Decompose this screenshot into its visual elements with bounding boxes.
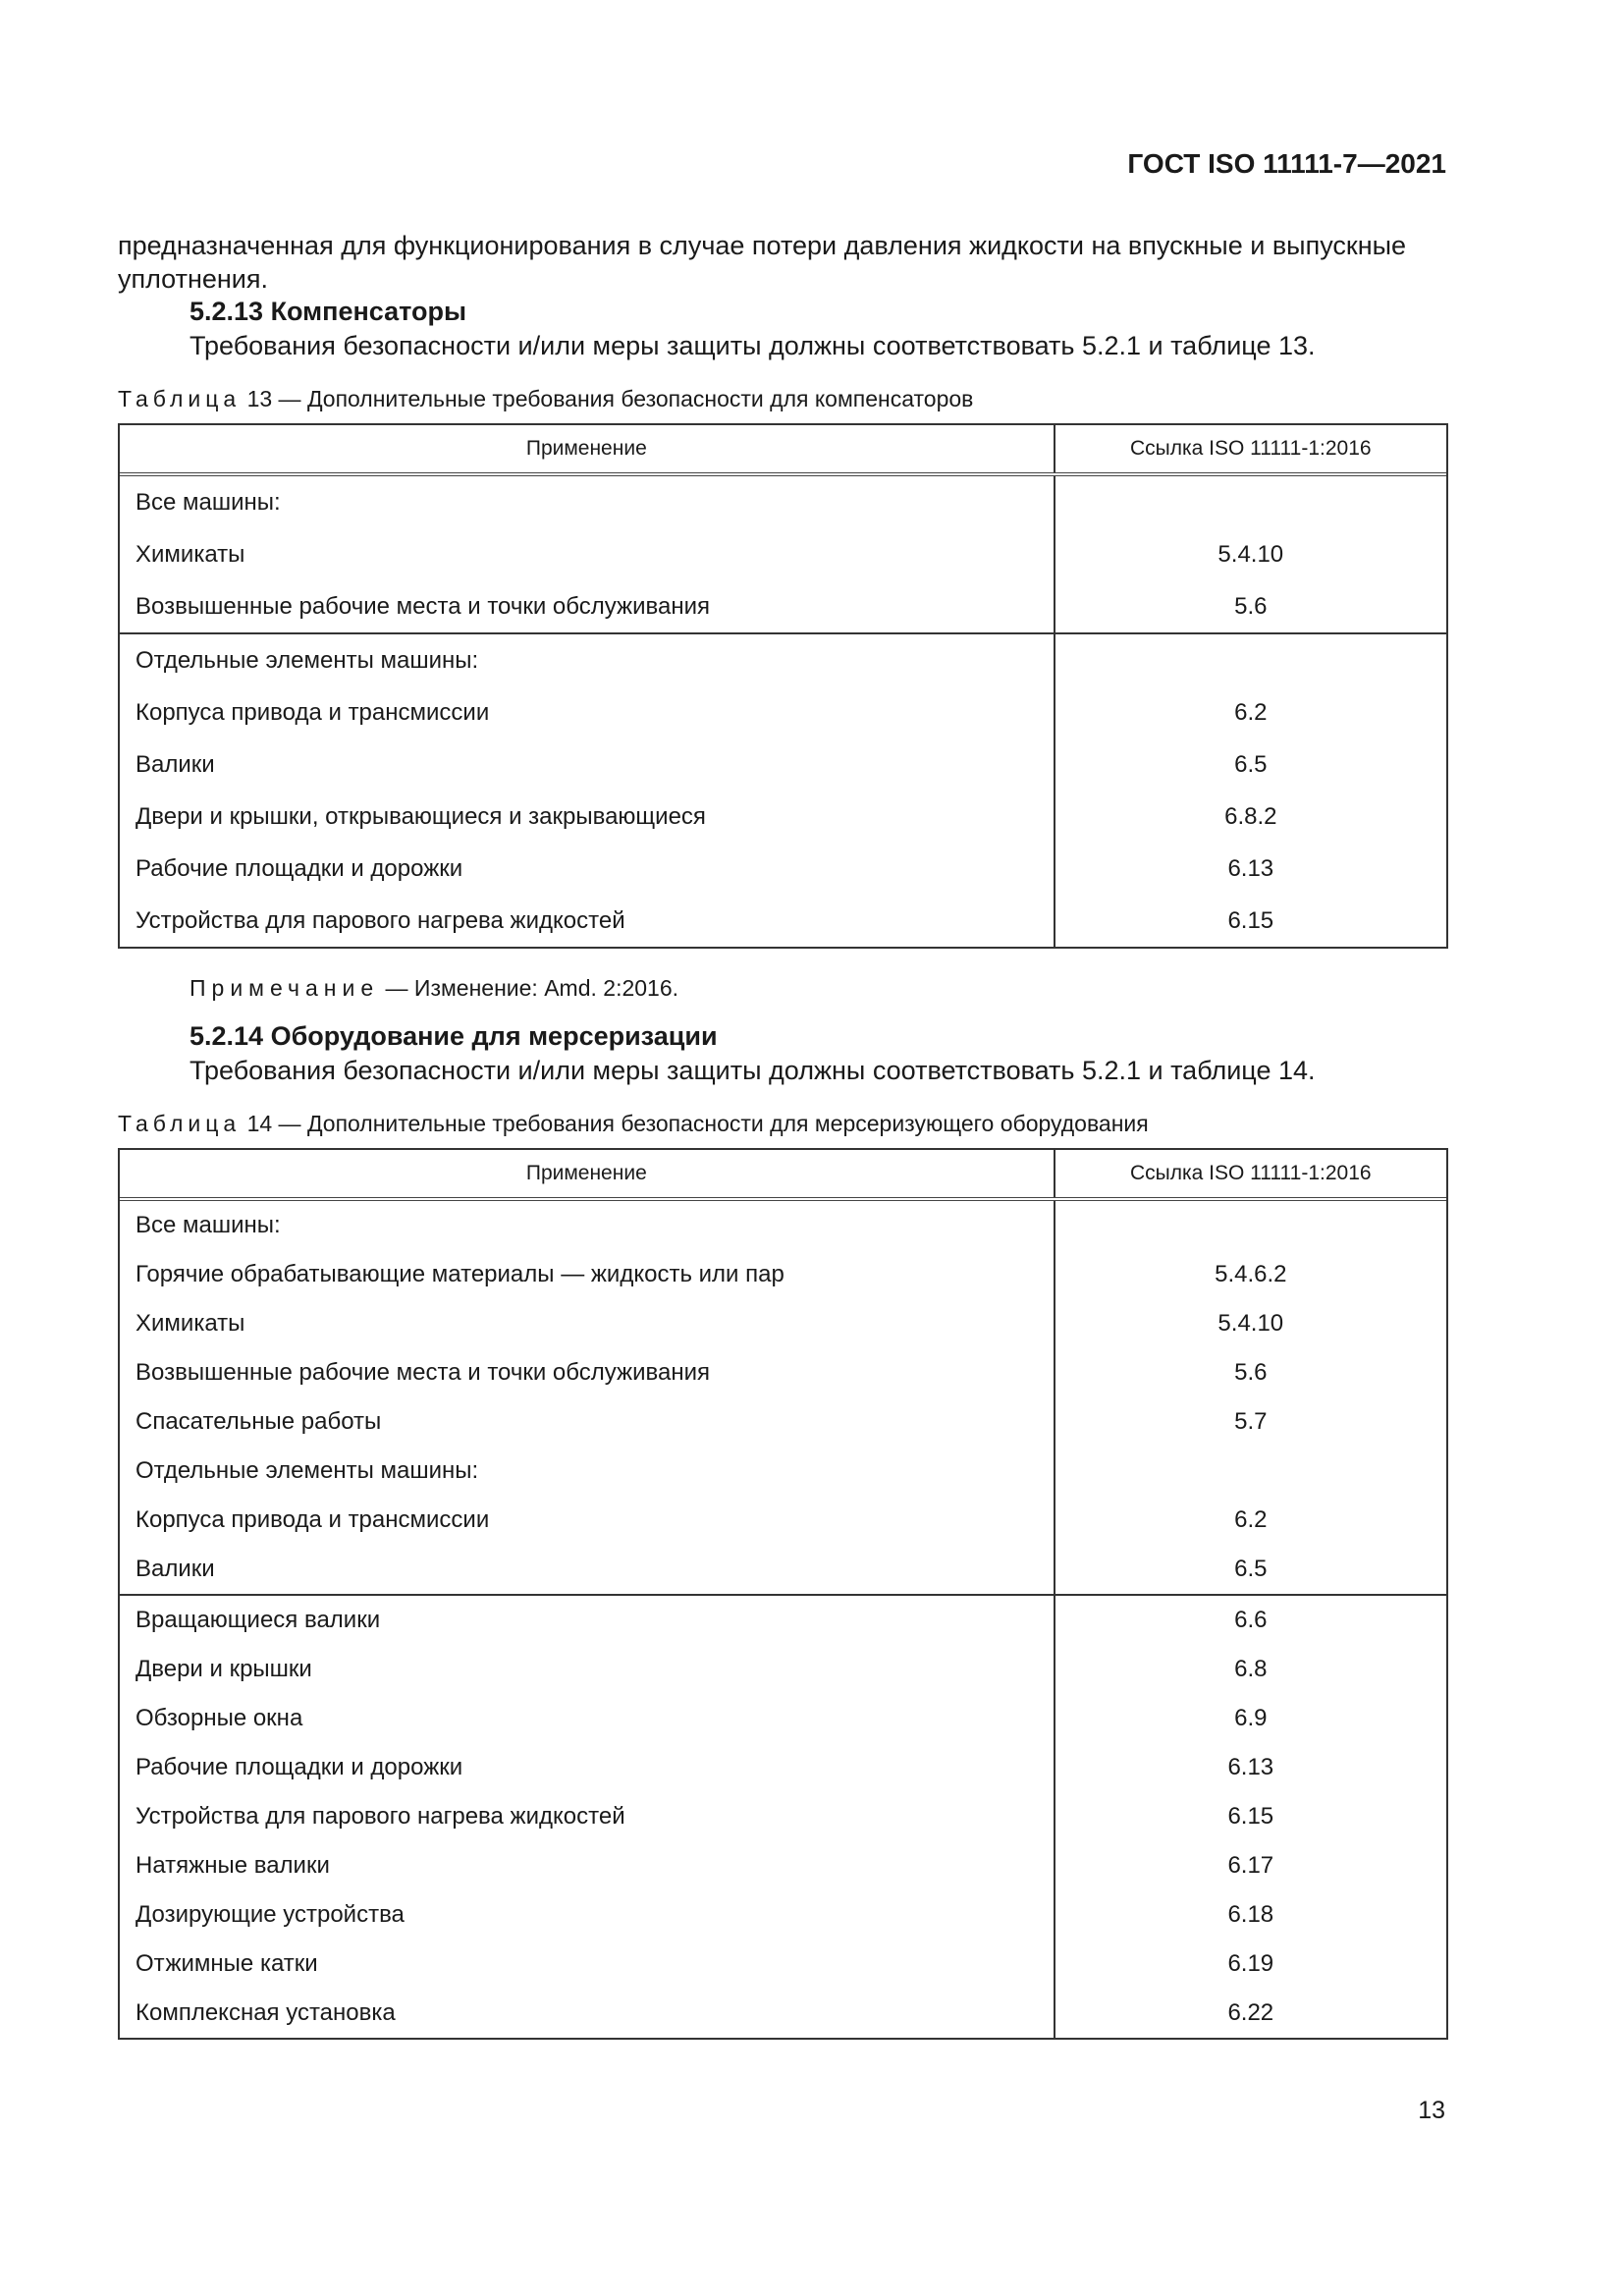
application-cell: Рабочие площадки и дорожки: [135, 1754, 463, 1780]
reference-cell: 6.13: [1227, 854, 1274, 882]
section-14-heading: 5.2.14 Оборудование для мерсеризации: [189, 1021, 718, 1051]
reference-cell: 6.8: [1234, 1656, 1268, 1682]
reference-cell: [1055, 634, 1446, 686]
application-cell: Дозирующие устройства: [135, 1901, 405, 1928]
table-13-caption: [118, 386, 973, 412]
application-cell: Отжимные катки: [135, 1950, 318, 1977]
application-column: [120, 1201, 1054, 1594]
application-cell: Возвышенные рабочие места и точки обслуживания: [135, 1359, 710, 1386]
application-cell: Химикаты: [135, 540, 245, 568]
reference-cell: [1055, 476, 1446, 528]
reference-cell: 6.6: [1234, 1607, 1268, 1633]
application-cell: Обзорные окна: [135, 1705, 303, 1731]
application-cell: Корпуса привода и трансмиссии: [135, 698, 490, 726]
section-13-heading: 5.2.13 Компенсаторы: [189, 297, 467, 326]
document-id-header: ГОСТ ISO 11111-7—2021: [1127, 148, 1446, 179]
application-column: [120, 1596, 1054, 2038]
application-column: [120, 634, 1054, 947]
row-group: [120, 476, 1446, 632]
application-cell: Устройства для парового нагрева жидкостей: [135, 1803, 625, 1830]
intro-line-1: предназначенная для функционирования в случае потери давления жидкости на впускные и выпускные: [118, 231, 1407, 260]
table-14-body: [120, 1201, 1446, 2038]
section-13-text: Требования безопасности и/или меры защиты должны соответствовать 5.2.1 и таблице 13.: [189, 331, 1316, 360]
application-cell: Вращающиеся валики: [135, 1607, 381, 1633]
reference-column: [1054, 476, 1446, 632]
reference-cell: 6.18: [1227, 1901, 1274, 1928]
table-13-header: [120, 425, 1446, 476]
application-cell: Возвышенные рабочие места и точки обслуживания: [135, 592, 710, 620]
application-column: [120, 476, 1054, 632]
reference-cell: 6.15: [1227, 1803, 1274, 1830]
page-number: 13: [1418, 2097, 1445, 2124]
application-cell: Двери и крышки: [135, 1656, 312, 1682]
reference-cell: 6.19: [1227, 1950, 1274, 1977]
reference-column: [1054, 1596, 1446, 2038]
application-cell: Комплексная установка: [135, 1999, 396, 2026]
application-cell: Химикаты: [135, 1310, 245, 1337]
table-14-caption: [118, 1111, 1149, 1137]
application-cell: Отдельные элементы машины:: [135, 1457, 479, 1484]
table-14-caption-label: Таблица: [118, 1111, 242, 1136]
reference-cell: [1055, 1201, 1446, 1250]
reference-cell: 6.22: [1227, 1999, 1274, 2026]
note-text: — Изменение: Amd. 2:2016.: [385, 975, 679, 1001]
reference-cell: 6.17: [1227, 1852, 1274, 1879]
reference-cell: [1055, 1447, 1446, 1496]
application-cell: Горячие обрабатывающие материалы — жидкость или пар: [135, 1261, 784, 1287]
table-13-col-application: Применение: [525, 437, 647, 460]
application-cell: Устройства для парового нагрева жидкостей: [135, 906, 625, 934]
table-14: [118, 1148, 1448, 2040]
reference-cell: 5.4.6.2: [1215, 1261, 1287, 1287]
reference-cell: 6.8.2: [1224, 802, 1277, 830]
table-14-col-application: Применение: [525, 1162, 647, 1184]
application-cell: Рабочие площадки и дорожки: [135, 854, 463, 882]
table-13-caption-text: 13 — Дополнительные требования безопасности для компенсаторов: [246, 386, 974, 411]
application-cell: Валики: [135, 750, 215, 778]
reference-column: [1054, 634, 1446, 947]
application-cell: Валики: [135, 1556, 215, 1582]
table-13-col-reference: Ссылка ISO 11111-1:2016: [1054, 425, 1446, 472]
reference-cell: 5.6: [1234, 592, 1268, 620]
reference-cell: 6.5: [1234, 1556, 1268, 1582]
table-14-caption-text: 14 — Дополнительные требования безопасности для мерсеризующего оборудования: [246, 1111, 1149, 1136]
reference-cell: 5.4.10: [1217, 1310, 1284, 1337]
intro-line-2: уплотнения.: [118, 264, 269, 294]
row-group: [120, 1594, 1446, 2038]
reference-cell: 5.6: [1234, 1359, 1268, 1386]
application-cell: Отдельные элементы машины:: [135, 646, 479, 674]
reference-cell: 6.13: [1227, 1754, 1274, 1780]
table-14-header: [120, 1150, 1446, 1201]
application-cell: Спасательные работы: [135, 1408, 382, 1435]
table-13: [118, 423, 1448, 949]
table-14-col-reference: Ссылка ISO 11111-1:2016: [1054, 1150, 1446, 1197]
reference-cell: 5.7: [1234, 1408, 1268, 1435]
application-cell: Корпуса привода и трансмиссии: [135, 1506, 490, 1533]
reference-cell: 6.9: [1234, 1705, 1268, 1731]
application-cell: Двери и крышки, открывающиеся и закрывающиеся: [135, 802, 706, 830]
row-group: [120, 632, 1446, 947]
reference-cell: 6.2: [1234, 1506, 1268, 1533]
reference-column: [1054, 1201, 1446, 1594]
reference-cell: 6.15: [1227, 906, 1274, 934]
reference-cell: 6.2: [1234, 698, 1268, 726]
table-13-caption-label: Таблица: [118, 386, 242, 411]
table-13-body: [120, 476, 1446, 947]
table-13-note: [189, 975, 678, 1002]
application-cell: Натяжные валики: [135, 1852, 330, 1879]
application-cell: Все машины:: [135, 1212, 281, 1238]
section-14-text: Требования безопасности и/или меры защиты должны соответствовать 5.2.1 и таблице 14.: [189, 1056, 1316, 1085]
reference-cell: 6.5: [1234, 750, 1268, 778]
application-cell: Все машины:: [135, 488, 281, 516]
row-group: [120, 1201, 1446, 1594]
reference-cell: 5.4.10: [1217, 540, 1284, 568]
note-label: Примечание: [189, 975, 380, 1001]
